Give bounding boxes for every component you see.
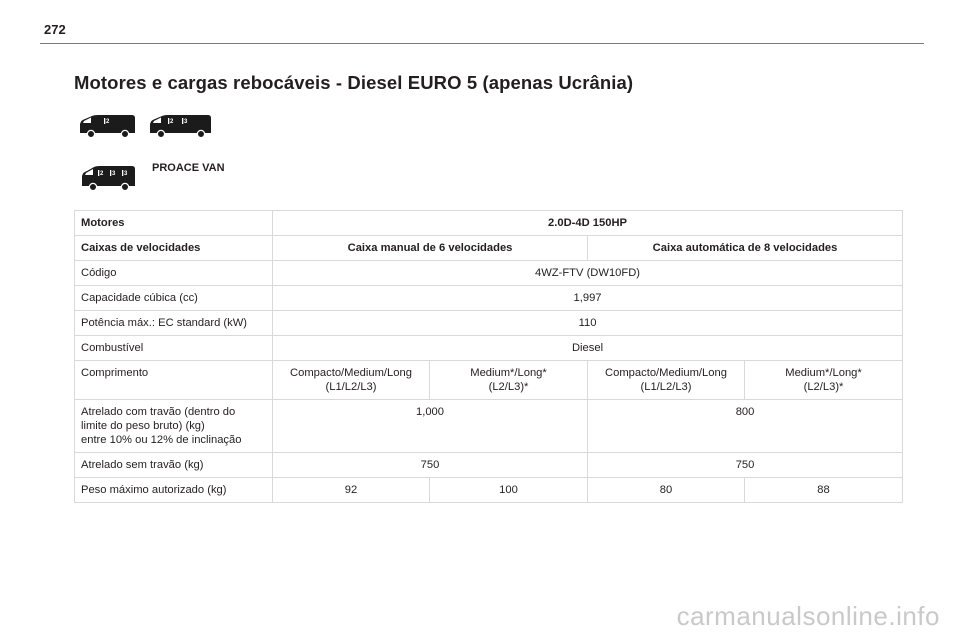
- length-value-4: [745, 361, 903, 400]
- code-label: Código: [75, 261, 273, 286]
- engine-header-label: Motores: [75, 211, 273, 236]
- table-row-capacity: [75, 286, 903, 311]
- length-value-1-line-2: (L1/L2/L3): [325, 381, 377, 393]
- length-value-4-line-2: (L2/L3)*: [803, 381, 844, 393]
- gearbox-manual: Caixa manual de 6 velocidades: [273, 236, 588, 261]
- page-title: Motores e cargas rebocáveis - Diesel EURO 5 (apenas Ucrânia): [74, 72, 634, 93]
- code-value: 4WZ-FTV (DW10FD): [273, 261, 903, 286]
- length-value-1-line-1: Compacto/Medium/Long: [290, 367, 412, 379]
- van-l3-icon: [78, 165, 138, 191]
- max-weight-value-4: 88: [745, 478, 903, 503]
- gearbox-auto: Caixa automática de 8 velocidades: [588, 236, 903, 261]
- watermark: carmanualsonline.info: [676, 601, 940, 631]
- capacity-label: Capacidade cúbica (cc): [75, 286, 273, 311]
- braked-trailer-label-line-3: entre 10% ou 12% de inclinação: [81, 434, 242, 446]
- table-row-braked-trailer: [75, 400, 903, 453]
- length-value-1: [273, 361, 430, 400]
- capacity-value: 1,997: [273, 286, 903, 311]
- max-weight-value-1: 92: [273, 478, 430, 503]
- unbraked-trailer-auto: 750: [588, 453, 903, 478]
- length-value-3-line-2: (L1/L2/L3): [640, 381, 692, 393]
- table-row-max-weight: [75, 478, 903, 503]
- braked-trailer-auto: 800: [588, 400, 903, 453]
- svg-text:2: 2: [106, 119, 110, 125]
- svg-text:2: 2: [170, 119, 174, 125]
- braked-trailer-label-line-2: limite do peso bruto) (kg): [81, 420, 205, 432]
- unbraked-trailer-label: Atrelado sem travão (kg): [75, 453, 273, 478]
- length-value-4-line-1: Medium*/Long*: [785, 367, 862, 379]
- svg-text:3: 3: [124, 171, 128, 177]
- engine-spec-table: [74, 210, 903, 503]
- length-value-2-line-2: (L2/L3)*: [488, 381, 529, 393]
- engine-header-value: 2.0D-4D 150HP: [273, 211, 903, 236]
- unbraked-trailer-manual: 750: [273, 453, 588, 478]
- length-value-3: [588, 361, 745, 400]
- table-row-engine: [75, 211, 903, 236]
- page-number: 272: [44, 22, 66, 37]
- header-divider: [40, 43, 924, 44]
- table-row-power: [75, 311, 903, 336]
- length-value-2-line-1: Medium*/Long*: [470, 367, 547, 379]
- van-l2-icon: [146, 114, 214, 138]
- model-label: PROACE VAN: [152, 162, 225, 174]
- fuel-value: Diesel: [273, 336, 903, 361]
- table-row-fuel: [75, 336, 903, 361]
- svg-text:3: 3: [184, 119, 188, 125]
- power-value: 110: [273, 311, 903, 336]
- max-weight-label: Peso máximo autorizado (kg): [75, 478, 273, 503]
- gearbox-label: Caixas de velocidades: [75, 236, 273, 261]
- braked-trailer-manual: 1,000: [273, 400, 588, 453]
- table-row-length: [75, 361, 903, 400]
- max-weight-value-2: 100: [430, 478, 588, 503]
- max-weight-value-3: 80: [588, 478, 745, 503]
- svg-text:2: 2: [100, 171, 104, 177]
- power-label: Potência máx.: EC standard (kW): [75, 311, 273, 336]
- length-value-2: [430, 361, 588, 400]
- table-row-unbraked-trailer: [75, 453, 903, 478]
- braked-trailer-label: [75, 400, 273, 453]
- braked-trailer-label-line-1: Atrelado com travão (dentro do: [81, 406, 236, 418]
- length-label: Comprimento: [75, 361, 273, 400]
- length-value-3-line-1: Compacto/Medium/Long: [605, 367, 727, 379]
- van-l1-icon: [76, 114, 138, 138]
- fuel-label: Combustível: [75, 336, 273, 361]
- svg-text:3: 3: [112, 171, 116, 177]
- table-row-code: [75, 261, 903, 286]
- table-row-gearbox: [75, 236, 903, 261]
